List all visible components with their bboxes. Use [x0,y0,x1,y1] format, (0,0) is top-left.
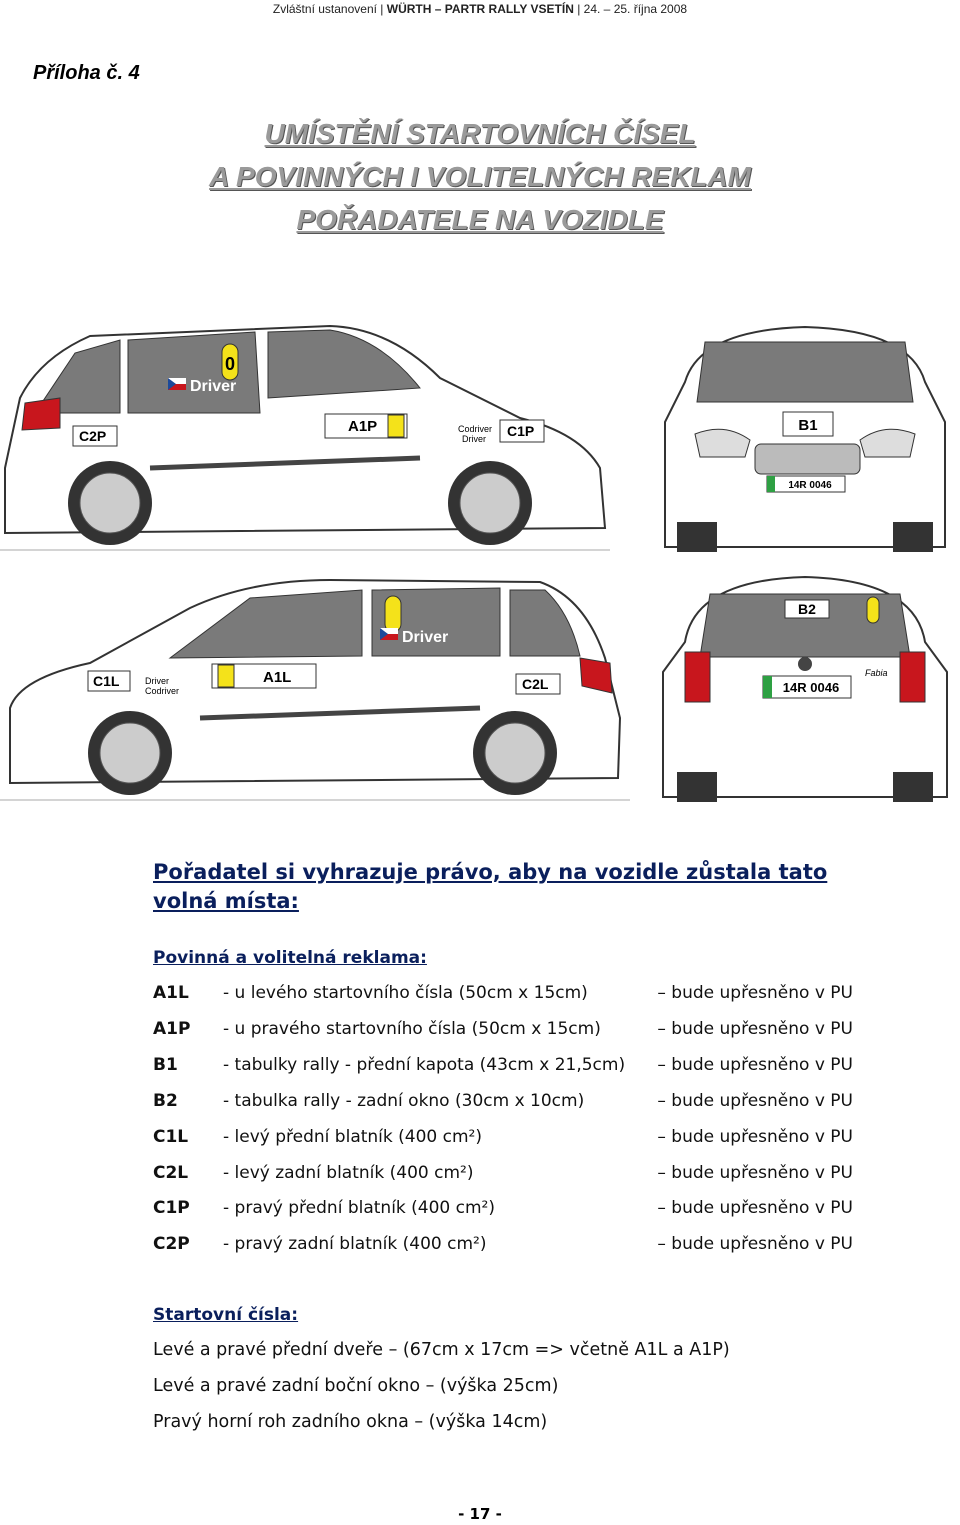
ad-row [153,1055,853,1079]
number-line: Pravý horní roh zadního okna – (výška 14cm) [153,1412,548,1432]
driver-name-label: Driver [190,378,237,395]
front-plate: 14R 0046 [788,480,832,491]
ad-code: A1P [153,1019,191,1039]
ad-code: B2 [153,1091,178,1111]
header-event: WÜRTH – PARTR RALLY VSETÍN [386,2,574,16]
ad-description: - tabulka rally - zadní okno (30cm x 10cm) [223,1091,585,1111]
c1l-label: C1L [93,673,120,689]
car-front-illustration [655,322,955,558]
c2p-label: C2P [79,428,107,444]
ad-note: – bude upřesněno v PU [657,1055,853,1075]
car-right-side-illustration [0,318,610,558]
ad-note: – bude upřesněno v PU [657,1234,853,1254]
a1l-label: A1L [263,669,292,686]
ad-row [153,1198,853,1222]
c1p-label: C1P [507,423,535,439]
number-line: Levé a pravé přední dveře – (67cm x 17cm => včetně A1L a A1P) [153,1340,730,1360]
driver-small-label-left: Driver [145,676,169,686]
driver-small-label: Driver [462,434,486,444]
fabia-badge: Fabia [865,668,888,678]
ad-description: - u levého startovního čísla (50cm x 15cm) [223,983,588,1003]
number-line: Levé a pravé zadní boční okno – (výška 25cm) [153,1376,559,1396]
ad-description: - pravý zadní blatník (400 cm²) [223,1234,487,1254]
codriver-label-left: Codriver [145,686,180,696]
ad-code: A1L [153,983,189,1003]
ad-description: - levý zadní blatník (400 cm²) [223,1163,474,1183]
header-date: | 24. – 25. října 2008 [577,2,688,16]
ad-row [153,1127,853,1151]
ad-note: – bude upřesněno v PU [657,983,853,1003]
ad-row [153,1163,853,1187]
page-number: - 17 - [458,1505,502,1523]
ad-description: - tabulky rally - přední kapota (43cm x 21,5cm) [223,1055,626,1075]
b1-label: B1 [798,417,818,434]
ad-note: – bude upřesněno v PU [657,1198,853,1218]
a1p-label: A1P [348,418,378,435]
car-rear-illustration [655,572,955,808]
running-header [0,2,960,16]
ad-row [153,1019,853,1043]
ad-code: B1 [153,1055,178,1075]
driver-name-label-left: Driver [402,629,449,646]
ad-note: – bude upřesněno v PU [657,1127,853,1147]
annex-label: Příloha č. 4 [33,62,140,84]
ad-code: C1L [153,1127,189,1147]
ad-note: – bude upřesněno v PU [657,1163,853,1183]
start-number: 0 [224,354,236,374]
title-line-1: UMÍSTĚNÍ STARTOVNÍCH ČÍSEL [264,118,696,149]
ad-code: C2P [153,1234,190,1254]
ad-row [153,1234,853,1258]
ad-description: - pravý přední blatník (400 cm²) [223,1198,495,1218]
title-line-2: A POVINNÝCH I VOLITELNÝCH REKLAM [209,161,751,192]
ad-code: C2L [153,1163,189,1183]
ad-description: - levý přední blatník (400 cm²) [223,1127,482,1147]
ad-row [153,983,853,1007]
title-line-3: POŘADATELE NA VOZIDLE [296,204,664,235]
reserve-heading: Pořadatel si vyhrazuje právo, aby na vozidle zůstala tato volná místa: [153,860,828,913]
ad-note: – bude upřesněno v PU [657,1091,853,1111]
b2-label: B2 [798,601,816,617]
ad-note: – bude upřesněno v PU [657,1019,853,1039]
ad-row [153,1091,853,1115]
ad-description: - u pravého startovního čísla (50cm x 15cm) [223,1019,601,1039]
ads-heading: Povinná a volitelná reklama: [153,948,427,968]
c2l-label: C2L [522,676,549,692]
numbers-heading: Startovní čísla: [153,1305,299,1325]
rear-plate: 14R 0046 [782,680,840,695]
codriver-label: Codriver [458,424,493,434]
ad-code: C1P [153,1198,190,1218]
header-prefix: Zvláštní ustanovení | [272,2,384,16]
car-left-side-illustration [0,568,630,808]
